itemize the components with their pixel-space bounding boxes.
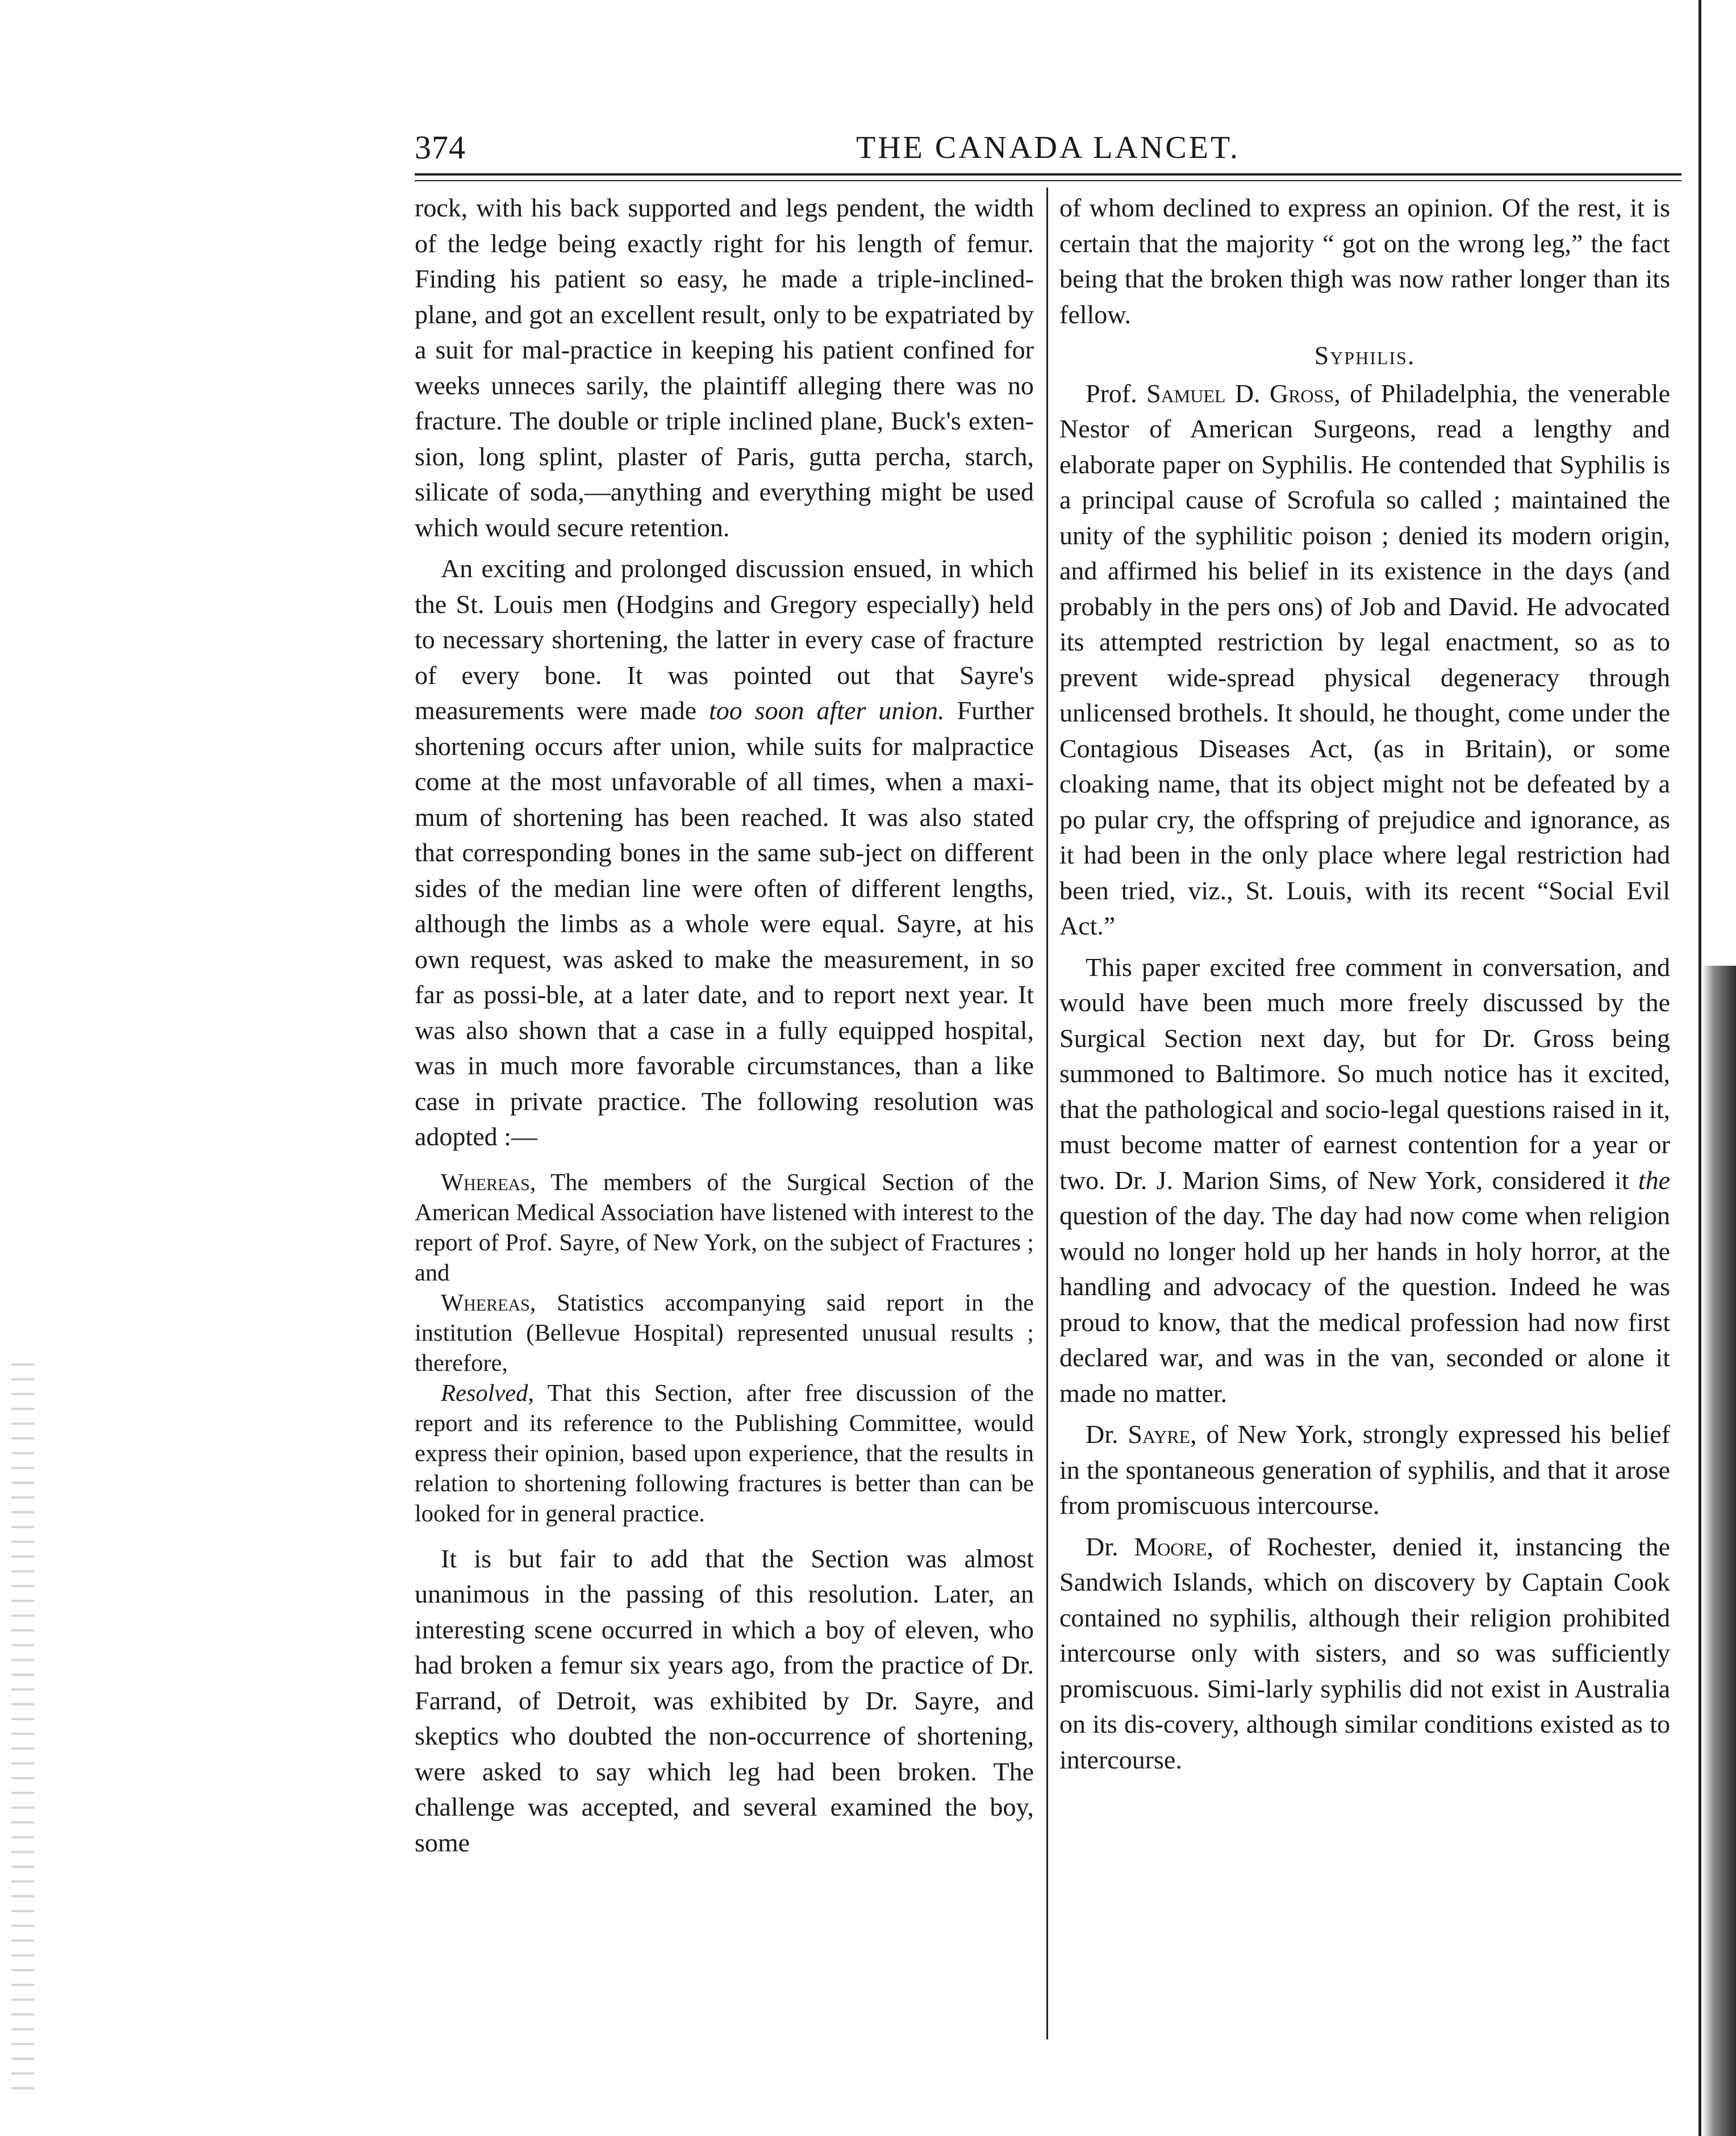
- paragraph-sayre: [1059, 1417, 1670, 1524]
- moore-text-b: of Rochester, denied it, instancing the Sandwich Islands, which on discovery by Captain Cook contained no syphilis, although their religion prohibited intercourse only with sisters, and so was sufficiently promiscuous. Simi-larly syphilis did not exist in Australia on its dis-covery, although similar conditions existed as to intercourse.: [1059, 1532, 1670, 1774]
- section-heading-syphilis: Syphilis.: [1314, 341, 1416, 370]
- journal-title: THE CANADA LANCET.: [856, 130, 1241, 165]
- resolution-whereas-1: [415, 1167, 1034, 1288]
- right-column: [1059, 190, 1670, 1778]
- left-column: [415, 190, 1034, 1860]
- paragraph-leg-result: of whom declined to express an opinion. Of the rest, it is certain that the majority “ got on the wrong leg,” the fact being that the broken thigh was now rather longer than its fellow.: [1059, 193, 1670, 329]
- resolution-text: That this Section, after free discussion of the report and its reference to the Publishing Committee, would express their opinion, based upon experience, that the results in relation to shortening following fractures is better than can be looked for in general practice.: [415, 1379, 1034, 1527]
- resolution-lead-word: Whereas,: [441, 1169, 536, 1196]
- paragraph-splint-methods: rock, with his back supported and legs pendent, the width of the ledge being exactly right for his length of femur. Finding his patient so easy, he made a triple-inclined-plane, and got an excellent result, only to be expatriated by a suit for mal-practice in keeping his patient confined for weeks unneces sarily, the plaintiff alleging there was no fracture. The double or triple inclined plane, Buck's exten-sion, long splint, plaster of Paris, gutta percha, starch, silicate of soda,—anything and everything might be used which would secure retention.: [415, 193, 1034, 542]
- adjacent-page-edge: [1699, 0, 1701, 2136]
- resolution-whereas-2: [415, 1288, 1034, 1378]
- resolution-lead-word: Resolved,: [441, 1379, 535, 1407]
- discussion-emphasis: too soon after union.: [708, 696, 945, 725]
- page-number: 374: [415, 129, 466, 166]
- moore-name: Moore,: [1134, 1532, 1213, 1561]
- resolution-resolved: [415, 1378, 1034, 1529]
- gross-text-b: of Philadelphia, the venerable Nestor of American Surgeons, read a lengthy and elaborate paper on Syphilis. He contended that Syphilis is a principal cause of Scrofula so called ; maintained the unity of the syphilitic poison ; denied its modern origin, and affirmed his belief in its existence in the days (and probably in the pers ons) of Job and David. He advocated its attempted restriction by legal enactment, so as to prevent wide-spread physical degeneracy through unlicensed brothels. It should, he thought, come under the Contagious Diseases Act, (as in Britain), or some cloaking name, that its object might not be defeated by a po pular cry, the offspring of prejudice and ignorance, as it had been in the only place where legal restriction had been tried, viz., St. Louis, with its recent “Social Evil Act.”: [1059, 378, 1670, 940]
- discussion-text-b: Further shortening occurs after union, while suits for malpractice come at the most unfavorable of all times, when a maxi-mum of shortening has been reached. It was also stated that corresponding bones in the same sub-ject on different sides of the median line were often of different lengths, although the limbs as a whole were equal. Sayre, at his own request, was asked to make the measurement, in so far as possi-ble, at a later date, and to report next year. It was also shown that a case in a fully equipped hospital, was in much more favorable circumstances, than a like case in private practice. The following resolution was adopted :—: [415, 696, 1034, 1151]
- header-double-rule: [415, 173, 1681, 181]
- discussion-text-a: An exciting and prolonged discussion ensued, in which the St. Louis men (Hodgins and Gregory especially) held to necessary shortening, the latter in every case of fracture of every bone. It was pointed out that Sayre's measurements were made: [415, 554, 1034, 725]
- paragraph-boy-exhibit: It is but fair to add that the Section was almost unanimous in the passing of this resolution. Later, an interesting scene occurred in which a boy of eleven, who had broken a femur six years ago, from the practice of Dr. Farrand, of Detroit, was exhibited by Dr. Sayre, and skeptics who doubted the non-occurrence of shortening, were asked to say which leg had been broken. The challenge was accepted, and several examined the boy, some: [415, 1543, 1034, 1857]
- resolution-text: Statistics accompanying said report in the institution (Bellevue Hospital) represented unusual results ; therefore,: [415, 1289, 1034, 1376]
- paragraph-moore: [1059, 1529, 1670, 1778]
- sayre-text-a: Dr.: [1086, 1420, 1128, 1449]
- moore-text-a: Dr.: [1086, 1532, 1134, 1561]
- sayre-name: Sayre,: [1128, 1420, 1197, 1449]
- paragraph-discussion: [415, 551, 1034, 1155]
- scan-margin-noise: [11, 1363, 34, 2102]
- paragraph-comment: [1059, 950, 1670, 1412]
- gross-text-a: Prof.: [1086, 378, 1147, 408]
- sayre-text-b: of New York, strongly expressed his belief in the spontaneous generation of syphilis, and that it arose from promiscuous intercourse.: [1059, 1420, 1671, 1520]
- comment-text-b: question of the day. The day had now come when religion would no longer hold up her hands in holy horror, at the handling and advocacy of the question. Indeed he was proud to know, that the medical profession had now first declared war, and was in the van, seconded or alone it made no matter.: [1059, 1201, 1670, 1408]
- binding-shadow: [1702, 966, 1736, 2136]
- column-divider: [1046, 187, 1048, 2039]
- running-head: [415, 122, 1681, 173]
- resolution-lead-word: Whereas,: [441, 1289, 536, 1316]
- comment-emphasis: the: [1638, 1165, 1670, 1195]
- resolution-text: The members of the Surgical Section of the American Medical Association have listened with interest to the report of Prof. Sayre, of New York, on the subject of Fractures ; and: [415, 1169, 1034, 1286]
- comment-text-a: This paper excited free comment in conversation, and would have been much more freely discussed by the Surgical Section next day, but for Dr. Gross being summoned to Baltimore. So much notice has it excited, that the pathological and socio-legal questions raised in it, must become matter of earnest contention for a year or two. Dr. J. Marion Sims, of New York, considered it: [1059, 952, 1670, 1195]
- gross-name: Samuel D. Gross,: [1146, 378, 1341, 408]
- paragraph-gross-paper: [1059, 376, 1670, 944]
